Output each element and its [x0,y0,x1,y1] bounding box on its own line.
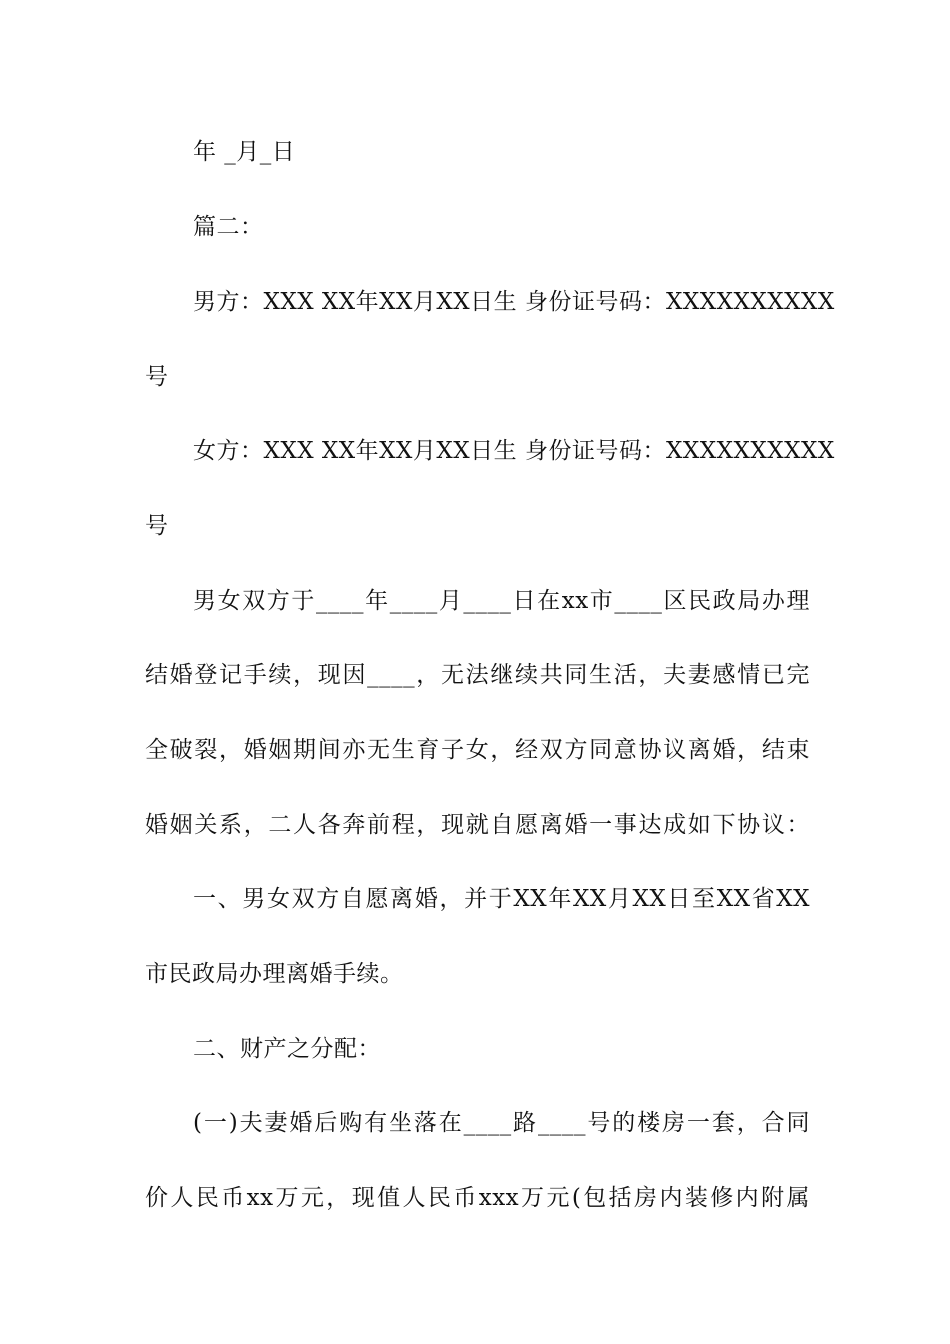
paragraph-line: 结婚登记手续，现因____，无法继续共同生活，夫妻感情已完 [145,662,810,688]
property-clause-line: 价人民币xx万元，现值人民币xxx万元(包括房内装修内附属 [145,1185,810,1211]
husband-info-continuation: 号 [145,364,169,390]
date-line: 年 _月_日 [193,139,296,165]
clause-one-line: 一、男女双方自愿离婚，并于XX年XX月XX日至XX省XX [193,886,810,912]
paragraph-line: 全破裂，婚姻期间亦无生育子女，经双方同意协议离婚，结束 [145,737,810,763]
clause-two-heading: 二、财产之分配： [193,1036,381,1062]
husband-info-line: 男方：XXX XX年XX月XX日生 身份证号码：XXXXXXXXXX [193,289,835,315]
property-clause-line: (一)夫妻婚后购有坐落在____路____号的楼房一套，合同 [193,1110,810,1136]
section-heading: 篇二： [193,214,264,240]
clause-one-continuation: 市民政局办理离婚手续。 [145,961,404,987]
paragraph-line: 婚姻关系，二人各奔前程，现就自愿离婚一事达成如下协议： [145,812,810,838]
wife-info-continuation: 号 [145,513,169,539]
paragraph-line: 男女双方于____年____月____日在xx市____区民政局办理 [193,588,810,614]
wife-info-line: 女方：XXX XX年XX月XX日生 身份证号码：XXXXXXXXXX [193,438,835,464]
